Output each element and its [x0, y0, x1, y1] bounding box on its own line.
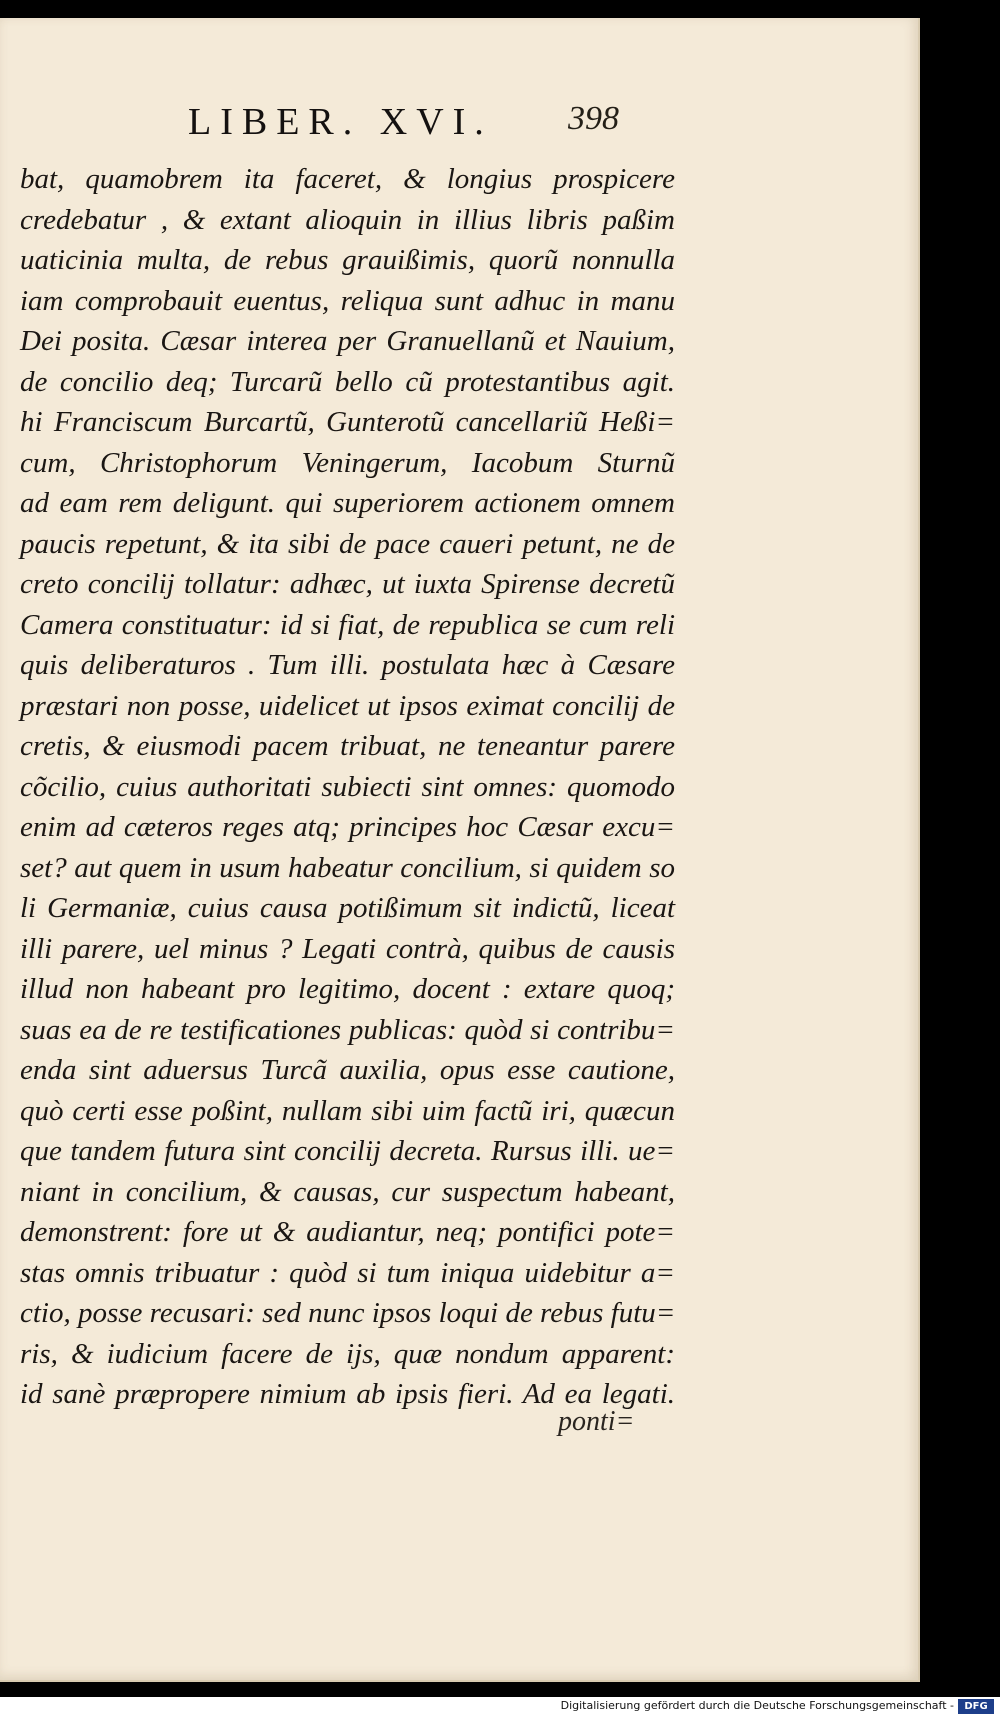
text-line: ctio, posse recusari: sed nunc ipsos loqui de rebus futu= [20, 1297, 676, 1329]
text-line: quò certi esse poßint, nullam sibi uim factũ iri, quæcun [20, 1094, 675, 1127]
dfg-logo: DFG [958, 1699, 994, 1714]
text-line: set? aut quem in usum habeatur concilium, si quidem so [20, 851, 675, 884]
catchword: ponti= [558, 1406, 635, 1437]
text-line: uaticinia multa, de rebus grauißimis, quorũ nonnulla [20, 244, 675, 276]
text-line: li Germaniæ, cuius causa potißimum sit indictũ, liceat [20, 892, 675, 924]
text-line: Dei posita. Cæsar interea per Granuellanũ et Nauium, [20, 325, 675, 357]
text-line: illi parere, uel minus ? Legati contrà, quibus de causis [20, 932, 675, 965]
text-line: ris, & iudicium facere de ijs, quæ nondum apparent: [20, 1337, 675, 1370]
text-line: præstari non posse, uidelicet ut ipsos eximat concilij de [20, 689, 675, 722]
text-line: illud non habeant pro legitimo, docent : extare quoq; [20, 973, 675, 1005]
text-line: ad eam rem deligunt. qui superiorem actionem omnem [20, 487, 675, 519]
text-line: bat, quamobrem ita faceret, & longius prospicere [20, 163, 675, 195]
text-line: enda sint aduersus Turcã auxilia, opus esse cautione, [20, 1054, 675, 1086]
text-line: hi Franciscum Burcartũ, Gunterotũ cancellariũ Heßi= [20, 406, 675, 438]
text-line: cretis, & eiusmodi pacem tribuat, ne teneantur parere [20, 730, 675, 762]
text-line: cum, Christophorum Veningerum, Iacobum Sturnũ [20, 446, 675, 479]
text-line: suas ea de re testificationes publicas: quòd si contribu= [20, 1013, 675, 1046]
text-line: id sanè præpropere nimium ab ipsis fieri. Ad ea legati. [20, 1378, 675, 1410]
text-line: que tandem futura sint concilij decreta. Rursus illi. ue= [20, 1135, 675, 1167]
text-line: credebatur , & extant alioquin in illius libris paßim [20, 203, 675, 236]
text-line: Camera constituatur: id si fiat, de republica se cum reli [20, 608, 675, 641]
running-head: LIBER. XVI. [188, 101, 493, 143]
text-line: de concilio deq; Turcarũ bello cũ protestantibus agit. [20, 365, 675, 398]
text-line: stas omnis tribuatur : quòd si tum iniqua uidebitur a= [20, 1256, 675, 1289]
text-line: niant in concilium, & causas, cur suspectum habeant, [20, 1175, 675, 1208]
page-number: 398 [568, 100, 619, 137]
text-line: cõcilio, cuius authoritati subiecti sint omnes: quomodo [20, 770, 675, 803]
text-line: iam comprobauit euentus, reliqua sunt adhuc in manu [20, 284, 675, 317]
text-line: creto concilij tollatur: adhæc, ut iuxta Spirense decretũ [20, 568, 675, 600]
book-page [0, 18, 920, 1682]
text-line: paucis repetunt, & ita sibi de pace caueri petunt, ne de [20, 527, 675, 560]
text-line: quis deliberaturos . Tum illi. postulata hæc à Cæsare [20, 649, 675, 681]
footer-credit: Digitalisierung gefördert durch die Deutsche Forschungsgemeinschaft - [560, 1699, 954, 1712]
page-header [0, 100, 918, 150]
text-line: demonstrent: fore ut & audiantur, neq; pontifici pote= [20, 1216, 675, 1248]
digitization-footer [0, 1697, 1000, 1718]
text-line: enim ad cæteros reges atq; principes hoc Cæsar excu= [20, 811, 675, 843]
body-text [20, 159, 675, 1415]
